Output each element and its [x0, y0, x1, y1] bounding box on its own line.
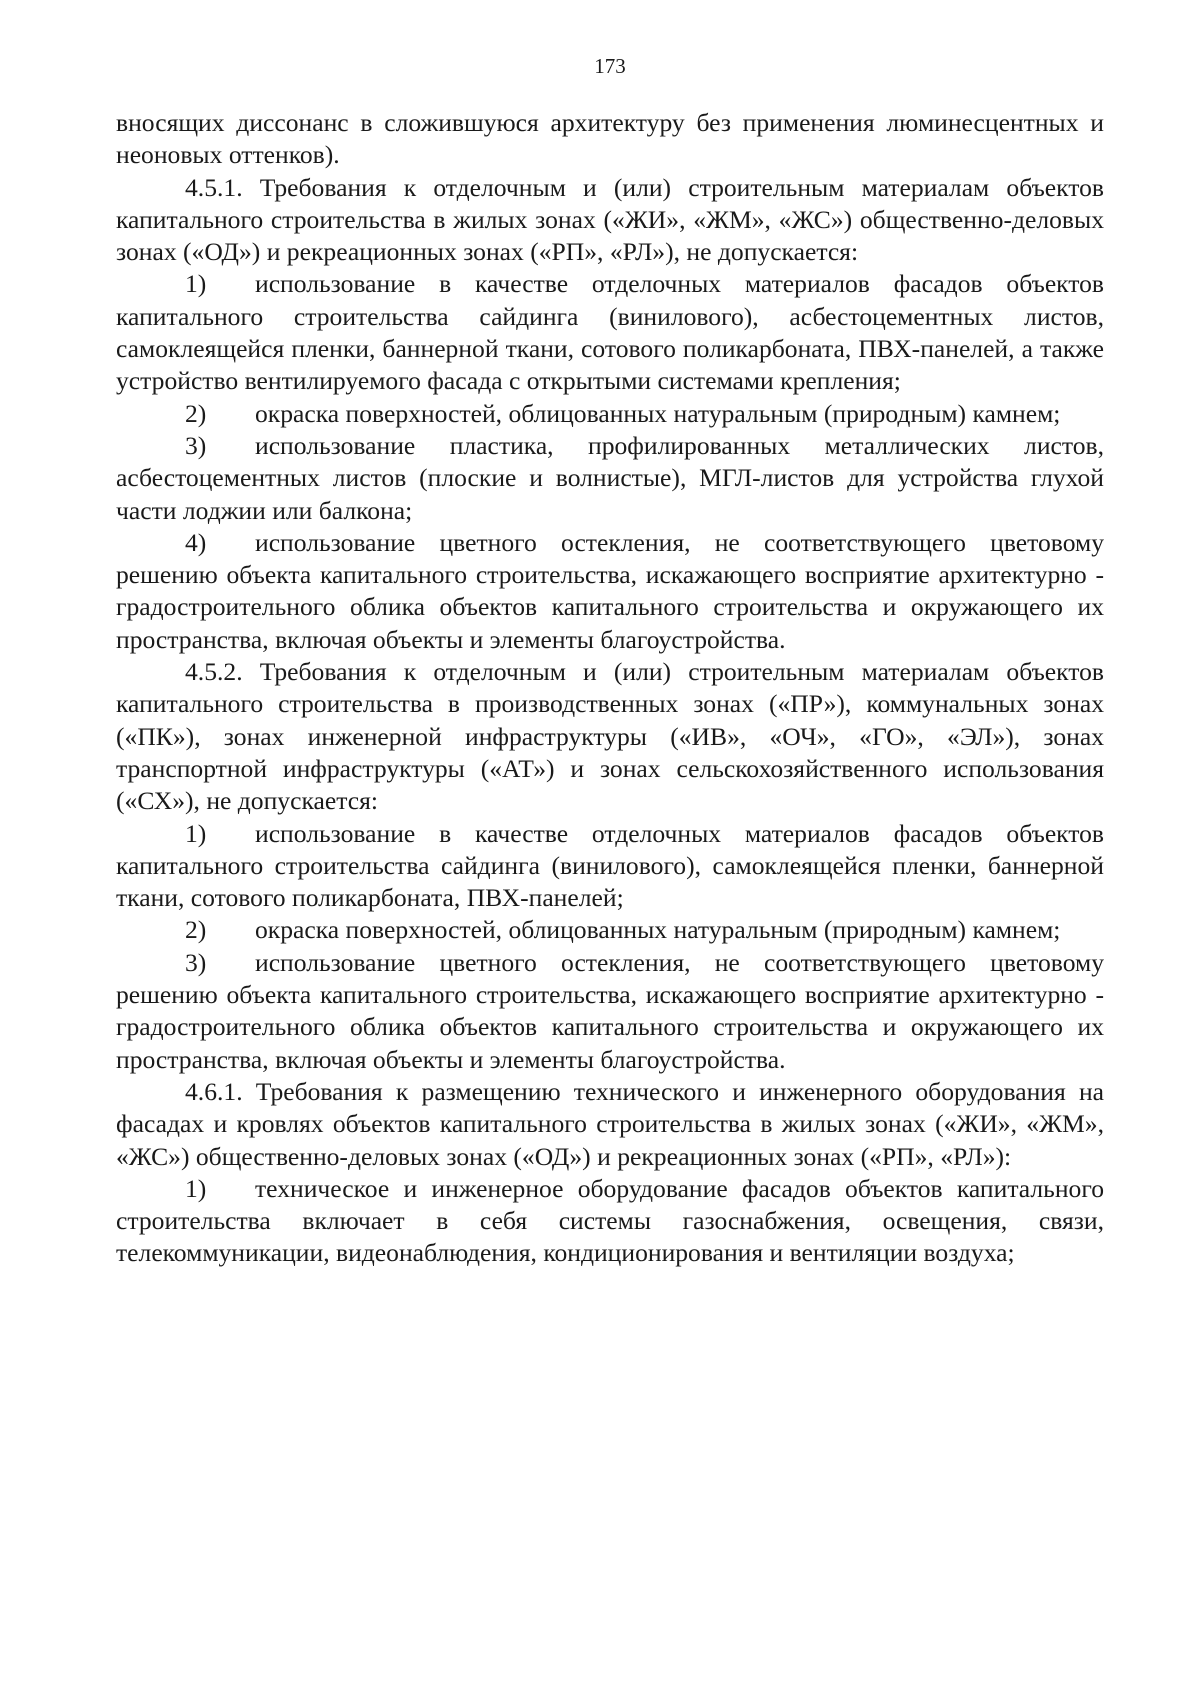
list-item-number: 2) [185, 398, 207, 428]
list-item-text: использование пластика, профилированных металлических листов, асбестоцементных листов (плоские и волнистые), МГЛ-листов для устройства глухой части лоджии или балкона; [116, 430, 1104, 525]
list-item-number: 1) [185, 269, 207, 299]
list-item-number: 4) [185, 527, 207, 557]
list-item [116, 398, 1104, 430]
list-item [116, 818, 1104, 915]
list-item-number: 1) [185, 1173, 207, 1203]
list-item-number: 3) [185, 430, 207, 460]
list-item-text: окраска поверхностей, облицованных натуральным (природным) камнем; [255, 398, 1061, 428]
list-item-number: 2) [185, 915, 207, 945]
list-item [116, 527, 1104, 656]
list-item [116, 268, 1104, 397]
section-4-5-2: 4.5.2. Требования к отделочным и (или) строительным материалам объектов капитального строительства в производственных зонах («ПР»), коммунальных зонах («ПК»), зонах инженерной инфраструктуры («ИВ», «ОЧ», «ГО», «ЭЛ»), зонах транспортной инфраструктуры («АТ») и зонах сельскохозяйственного использования («СХ»), не допускается: [116, 657, 1104, 816]
list-item [116, 914, 1104, 946]
document-body [116, 107, 1104, 1270]
list-item [116, 430, 1104, 527]
list-item-text: техническое и инженерное оборудование фасадов объектов капитального строительства включает в себя системы газоснабжения, освещения, связи, телекоммуникации, видеонаблюдения, кондиционирования и вентиляции воздуха; [116, 1173, 1104, 1268]
list-item-number: 3) [185, 947, 207, 977]
list-item-text: использование цветного остекления, не соответствующего цветовому решению объекта капитального строительства, искажающего восприятие архитектурно - градостроительного облика объектов капитального строительства и окружающего их пространства, включая объекты и элементы благоустройства. [116, 527, 1104, 654]
section-4-5-1: 4.5.1. Требования к отделочным и (или) строительным материалам объектов капитального строительства в жилых зонах («ЖИ», «ЖМ», «ЖС») общественно-деловых зонах («ОД») и рекреационных зонах («РП», «РЛ»), не допускается: [116, 172, 1104, 267]
list-item [116, 947, 1104, 1076]
list-item-number: 1) [185, 818, 207, 848]
section-4-6-1: 4.6.1. Требования к размещению технического и инженерного оборудования на фасадах и кровлях объектов капитального строительства в жилых зонах («ЖИ», «ЖМ», «ЖС») общественно-деловых зонах («ОД») и рекреационных зонах («РП», «РЛ»): [116, 1076, 1104, 1171]
list-item [116, 1173, 1104, 1270]
paragraph-continuation: вносящих диссонанс в сложившуюся архитектуру без применения люминесцентных и неоновых оттенков). [116, 108, 1104, 170]
list-item-text: использование в качестве отделочных материалов фасадов объектов капитального строительства сайдинга (винилового), асбестоцементных листов, самоклеящейся пленки, баннерной ткани, сотового поликарбоната, ПВХ-панелей, а также устройство вентилируемого фасада с открытыми системами крепления; [116, 269, 1104, 396]
page-number: 173 [594, 54, 626, 78]
list-item-text: использование цветного остекления, не соответствующего цветовому решению объекта капитального строительства, искажающего восприятие архитектурно - градостроительного облика объектов капитального строительства и окружающего их пространства, включая объекты и элементы благоустройства. [116, 947, 1104, 1074]
list-item-text: окраска поверхностей, облицованных натуральным (природным) камнем; [255, 915, 1061, 945]
list-item-text: использование в качестве отделочных материалов фасадов объектов капитального строительства сайдинга (винилового), самоклеящейся пленки, баннерной ткани, сотового поликарбоната, ПВХ-панелей; [116, 818, 1104, 913]
